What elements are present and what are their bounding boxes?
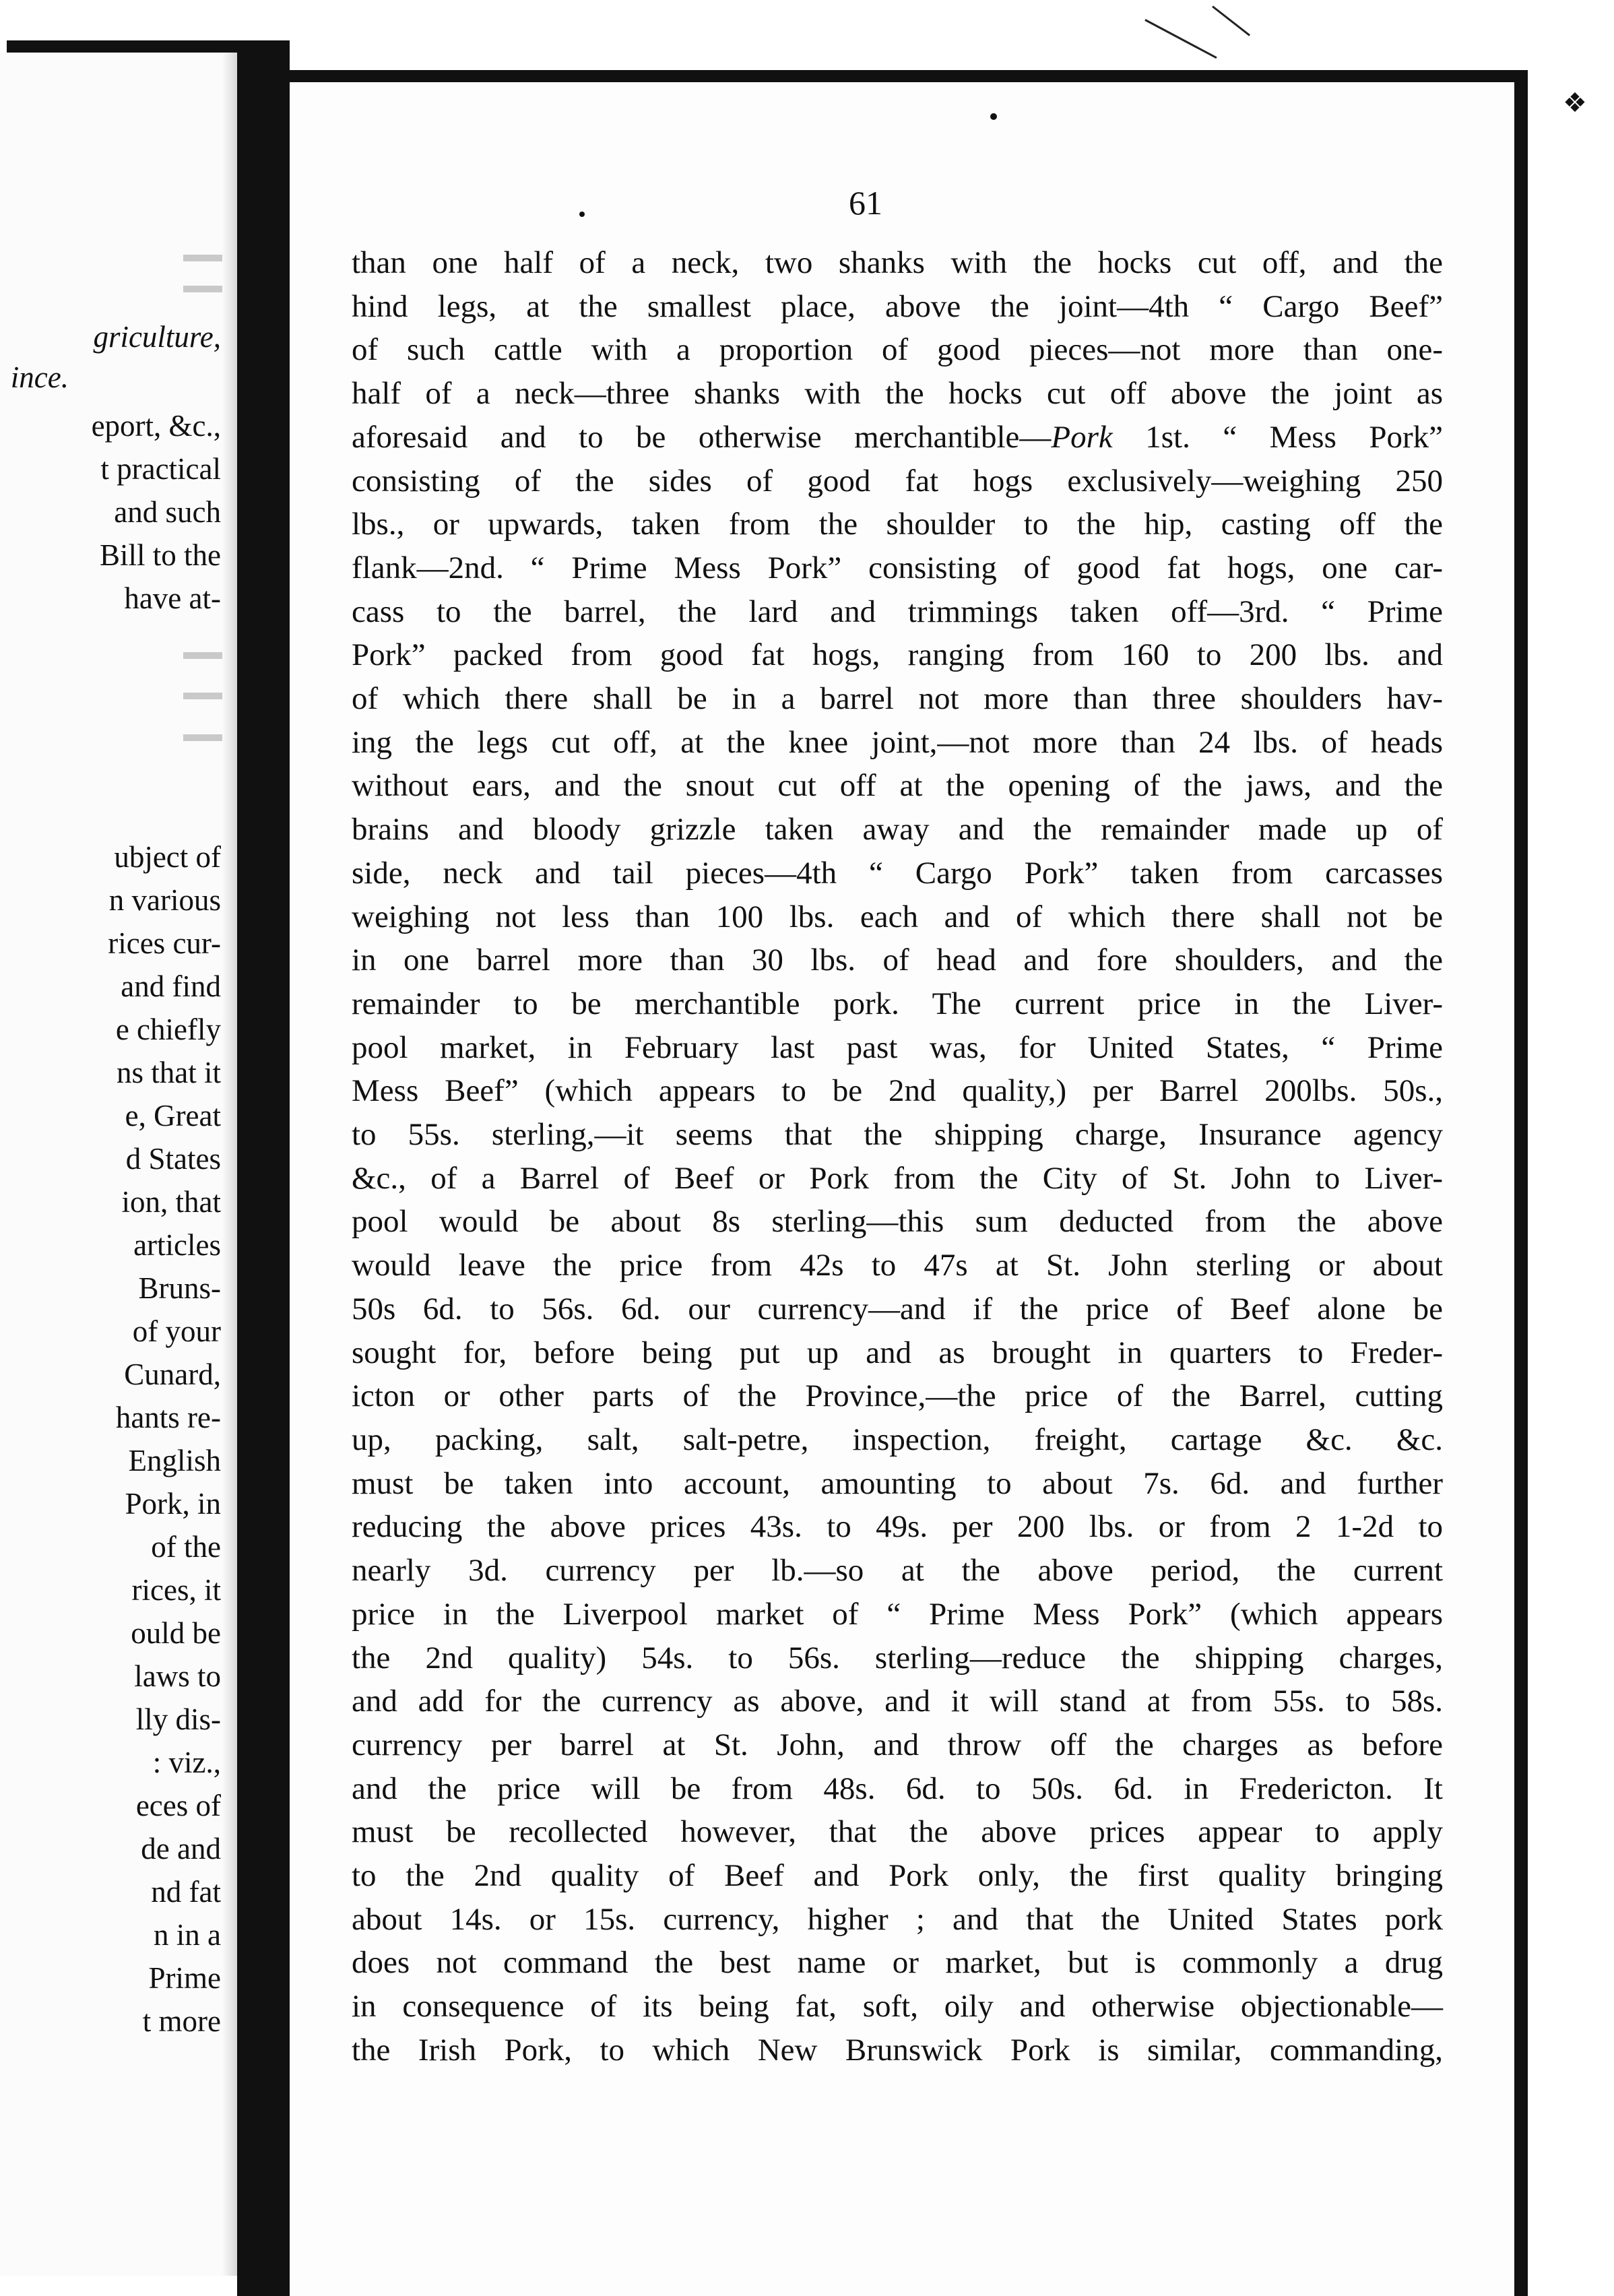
left-page-line: hants re- xyxy=(115,1401,221,1434)
left-page-line: Bruns- xyxy=(138,1271,221,1305)
text-line: icton or other parts of the Province,—the price of the Barrel, cutting xyxy=(352,1378,1443,1414)
left-page-line: Cunard, xyxy=(124,1358,221,1391)
frame-left-top xyxy=(7,40,244,54)
backdrop-top xyxy=(237,0,1614,79)
left-page-line: rices, it xyxy=(131,1573,221,1607)
book-gutter xyxy=(237,40,290,2296)
text-line: and add for the currency as above, and it will stand at from 55s. to 58s. xyxy=(352,1684,1443,1719)
left-page-line: Prime xyxy=(148,1961,221,1995)
text-line: price in the Liverpool market of “ Prime Mess Pork” (which appears xyxy=(352,1596,1443,1632)
left-page-line: t practical xyxy=(100,452,221,486)
text-line: and the price will be from 48s. 6d. to 50s. 6d. in Fredericton. It xyxy=(352,1771,1443,1806)
text-line: reducing the above prices 43s. to 49s. per 200 lbs. or from 2 1-2d to xyxy=(352,1509,1443,1545)
left-page-line: ince. xyxy=(10,360,69,394)
text-line: lbs., or upwards, taken from the shoulder to the hip, casting off the xyxy=(352,507,1443,542)
text-line: Mess Beef” (which appears to be 2nd quality,) per Barrel 200lbs. 50s., xyxy=(352,1073,1443,1109)
left-page-line: e, Great xyxy=(125,1099,221,1133)
text-line: would leave the price from 42s to 47s at St. John sterling or about xyxy=(352,1248,1443,1283)
left-page-line: griculture, xyxy=(93,320,221,354)
left-page-line: rices cur- xyxy=(108,926,221,960)
left-page-line: articles xyxy=(133,1228,221,1262)
text-line: pool would be about 8s sterling—this sum deducted from the above xyxy=(352,1204,1443,1240)
frame-right xyxy=(1514,70,1528,2296)
text-line: flank—2nd. “ Prime Mess Pork” consisting of good fat hogs, one car- xyxy=(352,550,1443,585)
corner-mark: ❖ xyxy=(1563,88,1587,119)
text-line: ing the legs cut off, at the knee joint,—not more than 24 lbs. of heads xyxy=(352,724,1443,760)
text-line: about 14s. or 15s. currency, higher ; and that the United States pork xyxy=(352,1901,1443,1937)
text-line: nearly 3d. currency per lb.—so at the above period, the current xyxy=(352,1553,1443,1589)
text-line: the Irish Pork, to which New Brunswick Pork is similar, commanding, xyxy=(352,2032,1443,2068)
text-line: half of a neck—three shanks with the hocks cut off above the joint as xyxy=(352,376,1443,412)
left-page-line: ould be xyxy=(131,1616,221,1650)
text-line: sought for, before being put up and as brought in quarters to Freder- xyxy=(352,1335,1443,1370)
left-page-line: : viz., xyxy=(152,1746,221,1779)
text-line: brains and bloody grizzle taken away and the remainder made up of xyxy=(352,812,1443,848)
text-line: to the 2nd quality of Beef and Pork only, the first quality bringing xyxy=(352,1858,1443,1894)
left-page-line: n various xyxy=(108,883,221,917)
text-line: in consequence of its being fat, soft, oily and otherwise objectionable— xyxy=(352,1989,1443,2024)
text-segment: aforesaid and to be otherwise merchantible— xyxy=(352,419,1052,455)
left-page-line: de and xyxy=(141,1832,221,1865)
text-line: up, packing, salt, salt-petre, inspection, freight, cartage &c. &c. xyxy=(352,1422,1443,1457)
text-line: of which there shall be in a barrel not more than three shoulders hav- xyxy=(352,681,1443,717)
left-page-line: nd fat xyxy=(151,1875,221,1909)
page-number: 61 xyxy=(849,184,882,222)
left-page-line: laws to xyxy=(134,1659,221,1693)
text-line: must be taken into account, amounting to about 7s. 6d. and further xyxy=(352,1465,1443,1501)
left-page-line: eces of xyxy=(135,1789,221,1822)
text-line: 50s 6d. to 56s. 6d. our currency—and if the price of Beef alone be xyxy=(352,1291,1443,1327)
left-page-line: have at- xyxy=(124,581,221,615)
left-page-line: ubject of xyxy=(114,840,221,874)
left-page-line: e chiefly xyxy=(115,1013,221,1046)
text-line: the 2nd quality) 54s. to 56s. sterling—reduce the shipping charges, xyxy=(352,1640,1443,1676)
left-page-line: ion, that xyxy=(121,1185,221,1219)
page-body-text xyxy=(352,241,1443,2072)
text-line: without ears, and the snout cut off at the opening of the jaws, and the xyxy=(352,768,1443,804)
gutter-shadow xyxy=(222,53,237,2276)
left-page-line: lly dis- xyxy=(135,1702,221,1736)
left-page-line: and find xyxy=(121,969,221,1003)
text-line xyxy=(352,416,1443,459)
italic-word: Pork xyxy=(1051,419,1113,455)
text-line: weighing not less than 100 lbs. each and of which there shall not be xyxy=(352,899,1443,934)
left-page-line: and such xyxy=(114,495,221,529)
text-line: &c., of a Barrel of Beef or Pork from the City of St. John to Liver- xyxy=(352,1160,1443,1196)
left-page-line: Pork, in xyxy=(125,1487,221,1521)
left-page-line: ns that it xyxy=(117,1056,221,1089)
text-line: Pork” packed from good fat hogs, ranging from 160 to 200 lbs. and xyxy=(352,637,1443,673)
left-page-line: n in a xyxy=(154,1918,221,1952)
text-line: of such cattle with a proportion of good pieces—not more than one- xyxy=(352,332,1443,368)
text-line: consisting of the sides of good fat hogs exclusively—weighing 250 xyxy=(352,463,1443,499)
left-page-line: t more xyxy=(142,2004,221,2038)
frame-top xyxy=(237,70,1525,82)
left-page-line: of your xyxy=(132,1314,221,1348)
text-line: cass to the barrel, the lard and trimmings taken off—3rd. “ Prime xyxy=(352,594,1443,629)
text-line: must be recollected however, that the above prices appear to apply xyxy=(352,1814,1443,1850)
text-line: pool market, in February last past was, for United States, “ Prime xyxy=(352,1029,1443,1065)
speck xyxy=(579,212,585,217)
left-page-line: eport, &c., xyxy=(91,409,221,443)
text-segment: 1st. “ Mess Pork” xyxy=(1112,419,1443,455)
left-page-line: English xyxy=(128,1444,221,1477)
left-facing-page xyxy=(0,53,237,2276)
text-line: hind legs, at the smallest place, above the joint—4th “ Cargo Beef” xyxy=(352,288,1443,324)
text-line: remainder to be merchantible pork. The current price in the Liver- xyxy=(352,986,1443,1021)
text-line: side, neck and tail pieces—4th “ Cargo Pork” taken from carcasses xyxy=(352,855,1443,891)
speck xyxy=(990,113,997,120)
text-line: than one half of a neck, two shanks with the hocks cut off, and the xyxy=(352,245,1443,280)
left-page-line: d States xyxy=(125,1142,221,1176)
left-page-line: Bill to the xyxy=(100,538,221,572)
text-line: currency per barrel at St. John, and throw off the charges as before xyxy=(352,1727,1443,1762)
text-line: in one barrel more than 30 lbs. of head and fore shoulders, and the xyxy=(352,943,1443,978)
text-line: does not command the best name or market, but is commonly a drug xyxy=(352,1945,1443,1981)
text-line: to 55s. sterling,—it seems that the shipping charge, Insurance agency xyxy=(352,1117,1443,1153)
book-page xyxy=(290,82,1514,2296)
backdrop-right xyxy=(1522,67,1614,2296)
left-page-line: of the xyxy=(151,1530,221,1564)
